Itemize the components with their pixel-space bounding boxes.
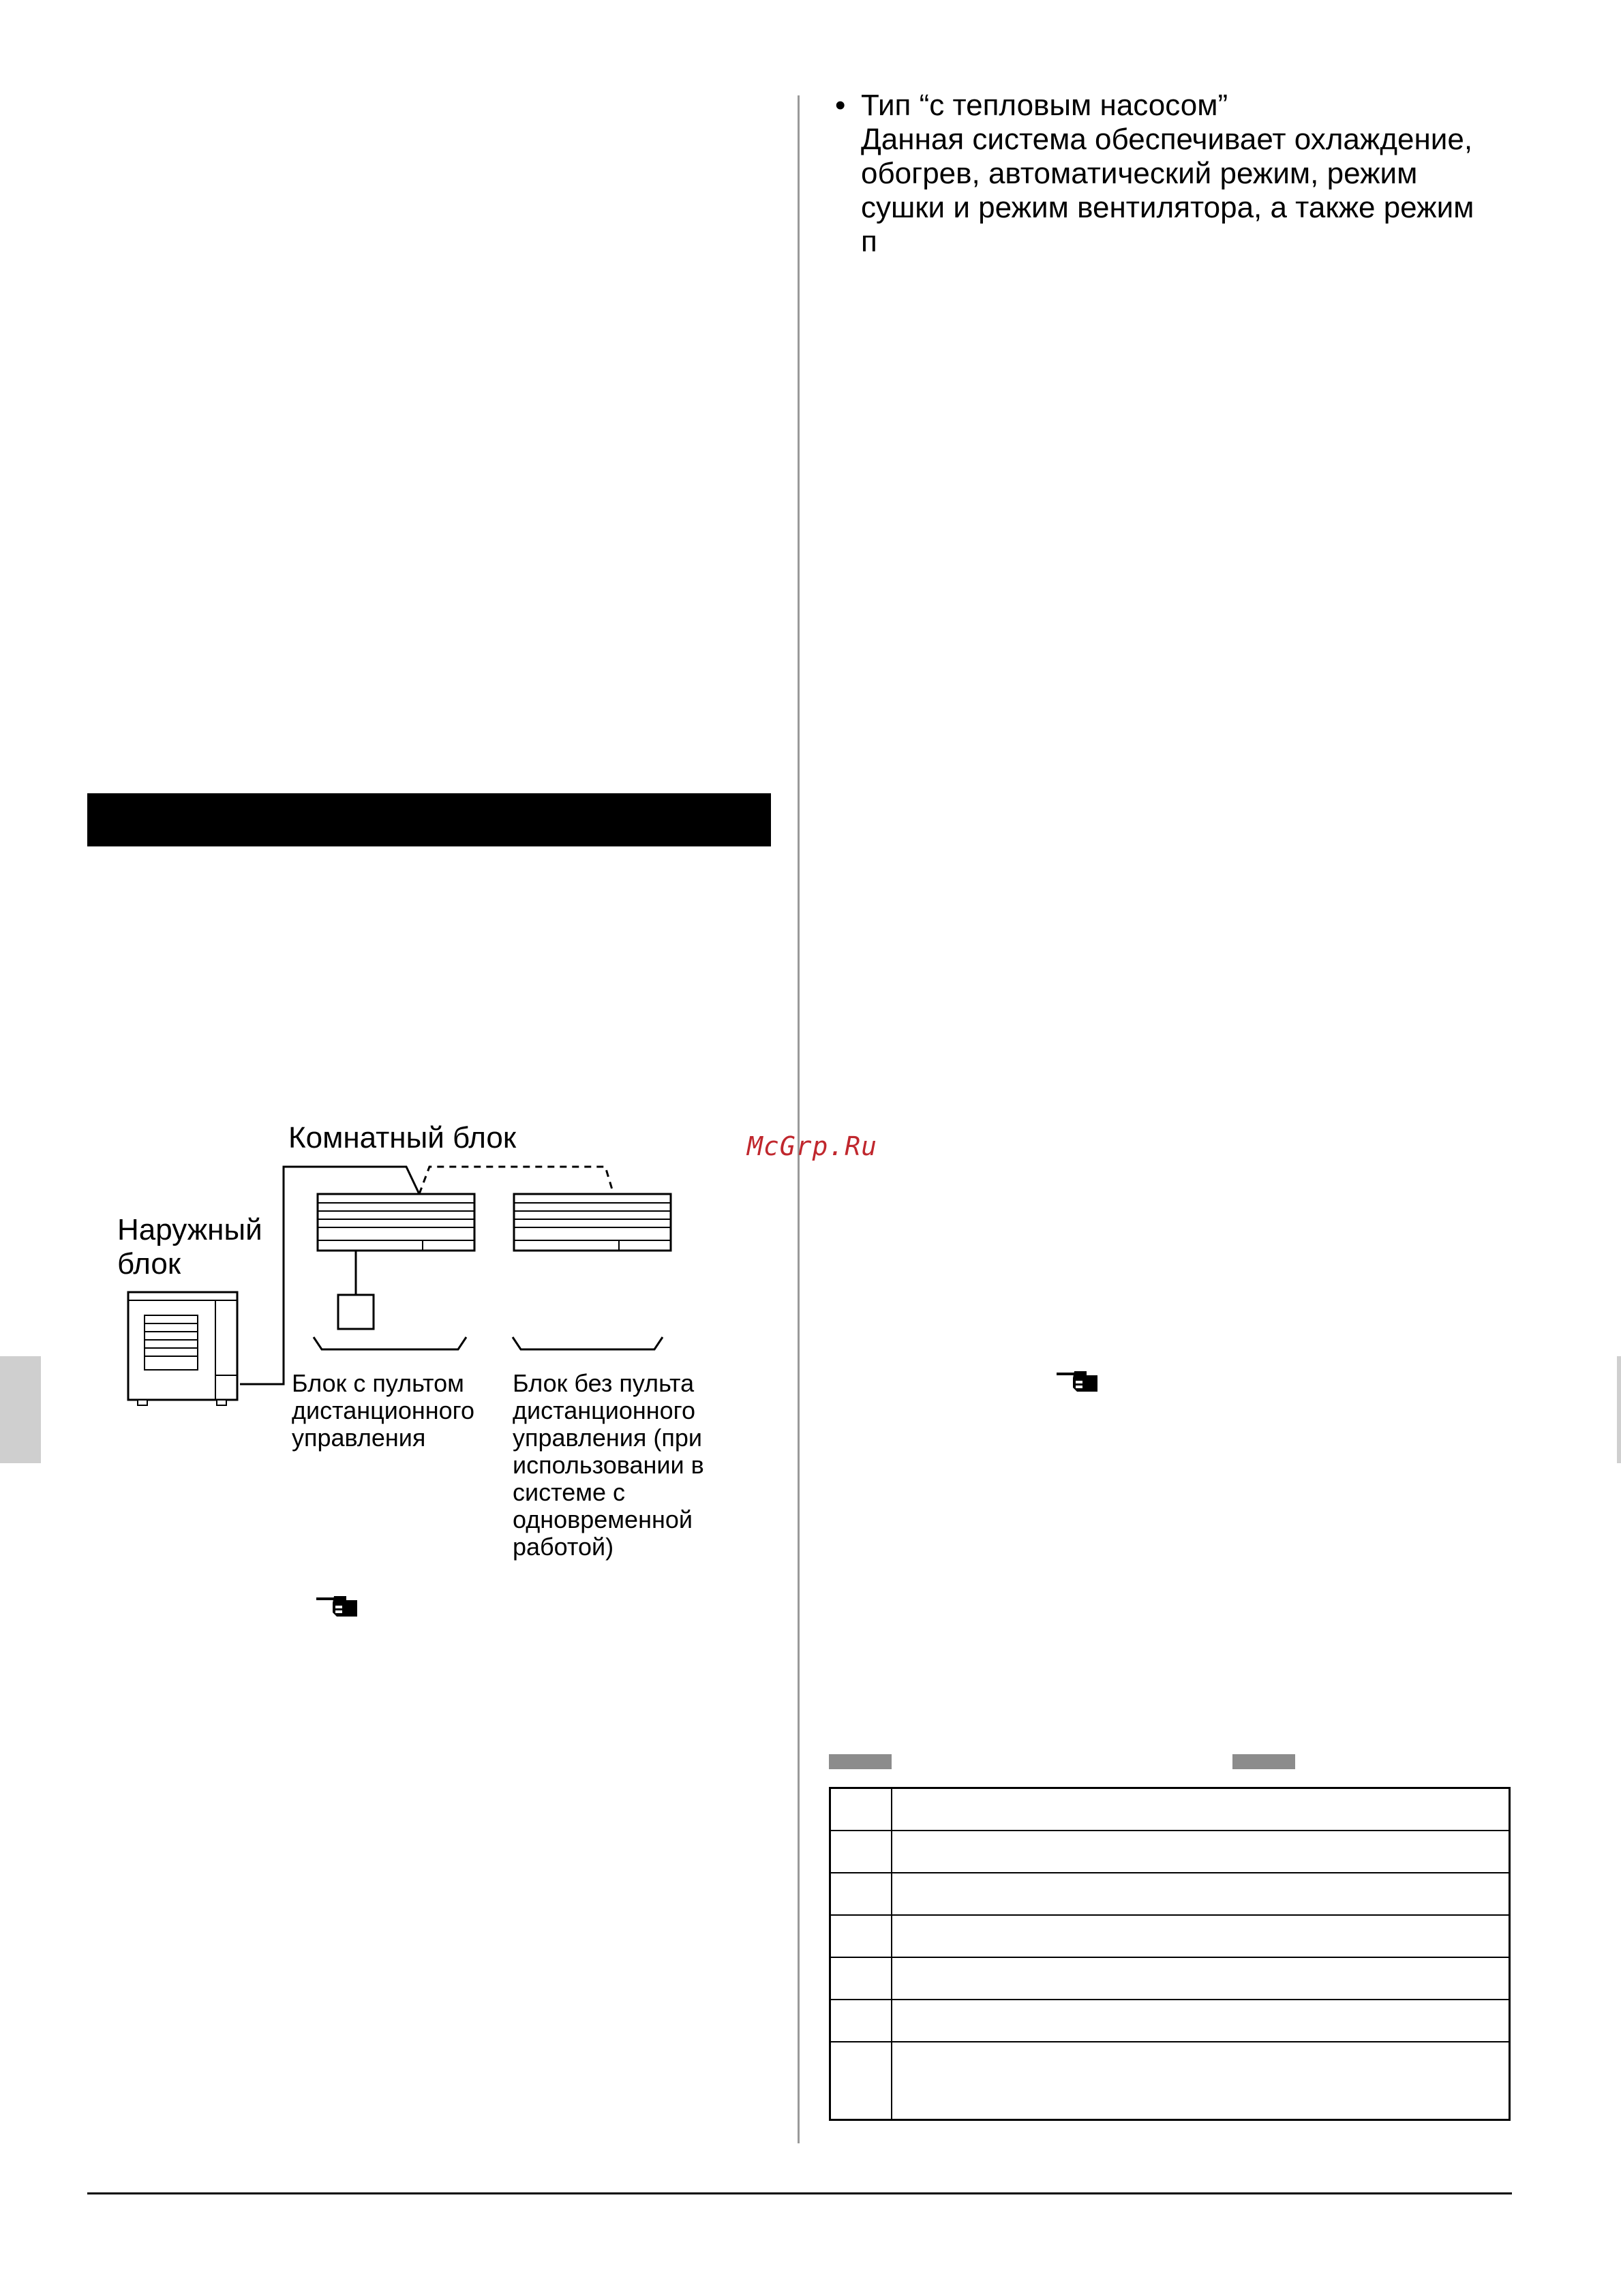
table-cell [830,2000,892,2042]
table-row [830,1957,1510,2000]
with-remote-caption [292,1370,474,1452]
caption-line: Блок с пультом [292,1369,464,1397]
bracket-without-remote [513,1337,663,1349]
remote-controller [338,1295,374,1329]
room-unit-label: Комнатный блок [288,1121,517,1154]
table-cell [892,1831,1510,1873]
bullet-line: Данная система обеспечивает охлаждение, [861,123,1473,156]
table-cell [892,2000,1510,2042]
footer-rule [87,2192,1512,2194]
table-row [830,1873,1510,1915]
bullet-line: обогрев, автоматический режим, режим [861,157,1418,190]
bracket-with-remote [314,1337,466,1349]
watermark: McGrp.Ru [747,1131,878,1161]
table-cell [892,1957,1510,2000]
room-unit-without-remote [514,1194,671,1251]
caption-line: Блок без пульта [513,1369,695,1397]
caption-line: управления [292,1424,426,1452]
caption-line: дистанционного [513,1396,695,1424]
table-row [830,1788,1510,1831]
bullet-line: Тип “с тепловым насосом” [861,89,1228,122]
table-cell [830,2042,892,2120]
bullet-line: п [861,225,877,258]
caption-line: работой) [513,1533,614,1561]
pointing-hand-icon [316,1593,364,1621]
outdoor-unit [128,1292,237,1405]
table-row [830,2042,1510,2120]
caption-line: системе с [513,1478,625,1506]
bullet-lines [861,89,1474,259]
table-header-bar [829,1754,892,1769]
table-cell [892,1873,1510,1915]
table-row [830,2000,1510,2042]
column-divider [798,95,800,2143]
caption-line: управления (при [513,1424,702,1452]
table-cell [830,1957,892,2000]
caption-line: использовании в [513,1451,704,1479]
without-remote-caption [513,1370,704,1561]
bullet-paragraph [835,89,1517,259]
outdoor-label-line: Наружный [117,1213,262,1246]
table-row [830,1831,1510,1873]
table-cell [830,1873,892,1915]
table-cell [892,2042,1510,2120]
table-cell [892,1915,1510,1957]
group-link-wire [419,1167,613,1194]
table-cell [830,1915,892,1957]
caption-line: дистанционного [292,1396,474,1424]
room-unit-with-remote [318,1194,474,1251]
table-cell [892,1788,1510,1831]
pointing-hand-icon [1057,1368,1104,1396]
caption-line: одновременной [513,1505,693,1533]
data-table [829,1787,1511,2121]
edge-tab [1617,1356,1621,1463]
table-cell [830,1831,892,1873]
table-row [830,1915,1510,1957]
bullet-dot: • [835,89,846,122]
outdoor-unit-label [117,1213,262,1281]
table-header-bar [1232,1754,1295,1769]
bullet-line: сушки и режим вентилятора, а также режим [861,191,1474,224]
table-cell [830,1788,892,1831]
outdoor-label-line: блок [117,1247,181,1281]
